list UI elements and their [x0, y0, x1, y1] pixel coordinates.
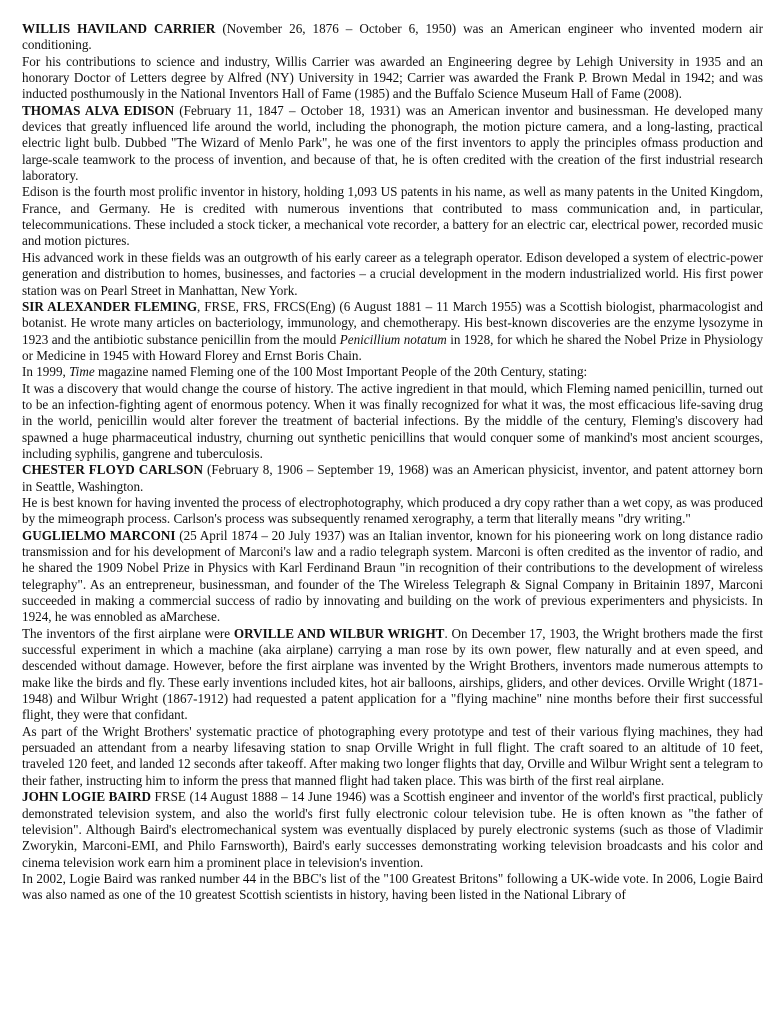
marconi-intro: GUGLIELMO MARCONI (25 April 1874 – 20 July 1937) was an Italian inventor, known for his pioneering work on long distance radio transmission and for his development of Marconi's law and a radio telegraph system. Marconi is often credited as the inventor of radio, and he shared the 1909 Nobel Prize in Physics with Karl Ferdinand Braun "in recognition of their contributions to the development of wireless telegraphy". As an entrepreneur, businessman, and founder of the The Wireless Telegraph & Signal Company in Britainin 1897, Marconi succeeded in making a commercial success of radio by innovating and building on the work of previous experimenters and physicists. In 1924, he was ennobled as aMarchese.	[22, 527, 763, 625]
carrier-intro: WILLIS HAVILAND CARRIER (November 26, 1876 – October 6, 1950) was an American engineer who invented modern air conditioning.	[22, 21, 763, 53]
magazine-name: Time	[69, 364, 95, 380]
carrier-paragraph: For his contributions to science and industry, Willis Carrier was awarded an Engineering degree by Lehigh University in 1935 and an honorary Doctor of Letters degree by Alfred (NY) University in 1942; Carrier was awarded the Frank P. Brown Medal in 1942; and was inducted posthumously in the National Inventors Hall of Fame (1985) and the Buffalo Science Museum Hall of Fame (2008).	[22, 53, 763, 102]
edison-intro: THOMAS ALVA EDISON (February 11, 1847 – October 18, 1931) was an American inventor and businessman. He developed many devices that greatly influenced life around the world, including the phonograph, the motion picture camera, and a long-lasting, practical electric light bulb. Dubbed "The Wizard of Menlo Park", he was one of the first inventors to apply the principles ofmass production and large-scale teamwork to the process of invention, and because of that, he is often credited with the creation of the first industrial research laboratory.	[22, 102, 764, 184]
edison-paragraph-3: His advanced work in these fields was an outgrowth of his early career as a telegraph operator. Edison developed a system of electric-power generation and distribution to homes, businesses, and factories – a crucial development in the modern industrialized world. His first power station was on Pearl Street in Manhattan, New York.	[22, 249, 763, 298]
baird-intro: JOHN LOGIE BAIRD FRSE (14 August 1888 – 14 June 1946) was a Scottish engineer and inventor of the world's first practical, publicly demonstrated television system, and also the world's first fully electronic colour television tube. He is often known as "the father of television". Although Baird's electromechanical system was eventually displaced by purely electronic systems (such as those of Vladimir Zworykin, Marconi-EMI, and Philo Farnsworth), Baird's early successes demonstrating working television broadcasts and his color and cinema television work earn him a prominent place in television's invention.	[22, 789, 763, 870]
baird-name: JOHN LOGIE BAIRD	[22, 789, 151, 805]
edison-paragraph-2: Edison is the fourth most prolific inventor in history, holding 1,093 US patents in his name, as well as many patents in the United Kingdom, France, and Germany. He is credited with numerous inventions that contributed to mass communication and, in particular, telecommunications. These included a stock ticker, a mechanical vote recorder, a battery for an electric car, electrical power, recorded music and motion pictures.	[22, 184, 763, 249]
carlson-intro: CHESTER FLOYD CARLSON (February 8, 1906 – September 19, 1968) was an American physicist, inventor, and patent attorney born in Seattle, Washington.	[22, 462, 764, 494]
fleming-quote: It was a discovery that would change the course of history. The active ingredient in that mould, which Fleming named penicillin, turned out to be an infection-fighting agent of enormous potency. When it was finally recognized for what it was, the most efficacious life-saving drug in the world, penicillin would alter forever the treatment of bacterial infections. By the middle of the century, Fleming's discovery had spawned a huge pharmaceutical industry, churning out synthetic penicillins that would conquer some of mankind's most ancient scourges, including syphilis, gangrene and tuberculosis.	[22, 380, 763, 461]
fleming-name: SIR ALEXANDER FLEMING	[22, 298, 198, 314]
wright-intro: The inventors of the first airplane were ORVILLE AND WILBUR WRIGHT. On December 17, 1903, the Wright brothers made the first successful experiment in which a machine (aka airplane) carrying a man rose by its own power, flew naturally and at even speed, and descended without damage. However, before the first airplane was invented by the Wright Brothers, inventors made numerous attempts to make like the birds and fly. These early inventions included kites, hot air balloons, airships, gliders, and other devices. Orville Wright (1871-1948) and Wilbur Wright (1867-1912) had requested a patent application for a "flying machine" nine months before their first successful flight, they were that confidant.	[22, 625, 763, 723]
edison-name: THOMAS ALVA EDISON	[22, 102, 175, 118]
species-name: Penicillium notatum	[339, 331, 447, 347]
fleming-paragraph-2: In 1999, Time magazine named Fleming one of the 100 Most Important People of the 20th Century, stating:	[22, 364, 588, 380]
wright-paragraph: As part of the Wright Brothers' systematic practice of photographing every prototype and test of their various flying machines, they had persuaded an attendant from a nearby lifesaving station to snap Orville Wright in full flight. The craft soared to an altitude of 10 feet, traveled 120 feet, and landed 12 seconds after takeoff. After making two longer flights that day, Orville and Wilbur Wright sent a telegram to their father, instructing him to inform the press that manned flight had taken place. This was birth of the first real airplane.	[22, 723, 763, 788]
fleming-intro: SIR ALEXANDER FLEMING, FRSE, FRS, FRCS(Eng) (6 August 1881 – 11 March 1955) was a Scottish biologist, pharmacologist and botanist. He wrote many articles on bacteriology, immunology, and chemotherapy. His best-known discoveries are the enzyme lysozyme in 1923 and the antibiotic substance penicillin from the mould Penicillium notatum in 1928, for which he shared the Nobel Prize in Physiology or Medicine in 1945 with Howard Florey and Ernst Boris Chain.	[22, 298, 764, 363]
wright-name: ORVILLE AND WILBUR WRIGHT	[233, 625, 445, 641]
marconi-name: GUGLIELMO MARCONI	[22, 527, 176, 543]
carlson-paragraph: He is best known for having invented the process of electrophotography, which produced a dry copy rather than a wet copy, as was produced by the mimeograph process. Carlson's process was subsequently renamed xerography, a term that literally means "dry writing."	[22, 494, 763, 527]
carlson-name: CHESTER FLOYD CARLSON	[22, 462, 203, 478]
baird-paragraph: In 2002, Logie Baird was ranked number 44 in the BBC's list of the "100 Greatest Britons" following a UK-wide vote. In 2006, Logie Baird was also named as one of the 10 greatest Scottish scientists in history, having been listed in the National Library of	[22, 870, 763, 903]
carrier-name: WILLIS HAVILAND CARRIER	[22, 21, 216, 36]
